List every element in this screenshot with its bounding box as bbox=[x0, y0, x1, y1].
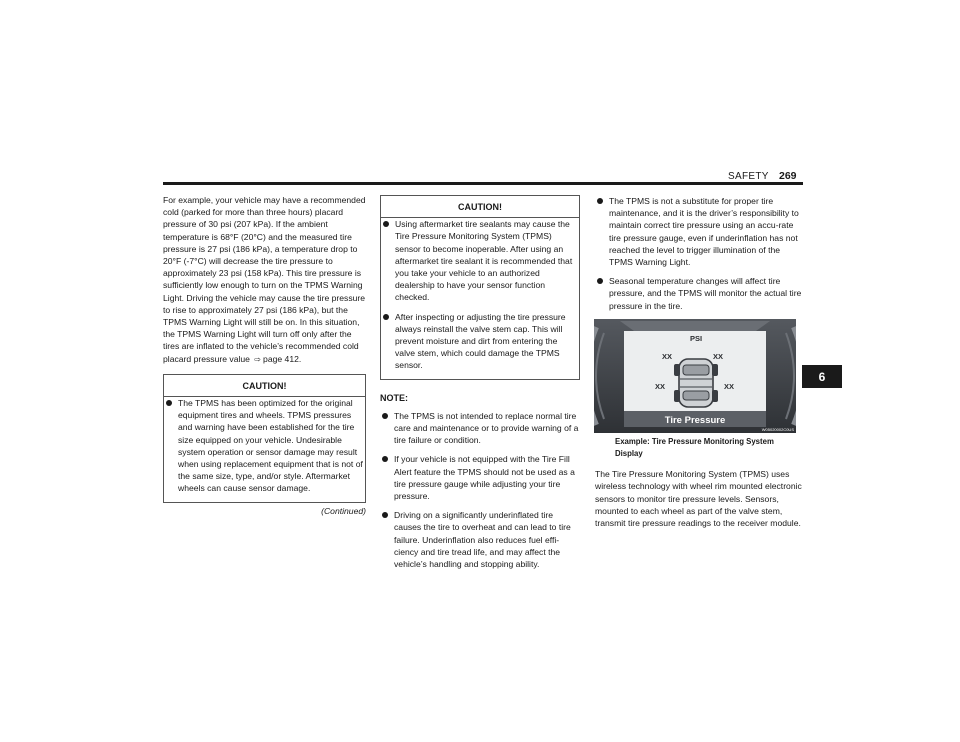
page-reference-arrow-icon: ⇨ bbox=[254, 354, 262, 364]
page-number: 269 bbox=[779, 170, 797, 182]
caution-box bbox=[163, 374, 366, 503]
front-left-value: XX bbox=[661, 351, 673, 361]
note-item: If your vehicle is not equipped with the Tire Fill Alert feature the TPMS should not be used as a tire pressure gauge while adjusting your tire pressure. bbox=[380, 453, 580, 502]
note-item: The TPMS is not intended to replace normal tire care and maintenance or to provide warning of a tire failure or condition. bbox=[380, 410, 580, 447]
tire-pressure-label: Tire Pressure bbox=[664, 414, 726, 426]
front-right-value: XX bbox=[712, 351, 724, 361]
caution-item: The TPMS has been optimized for the original equipment tires and wheels. TPMS pressures and warning have been established for the tire size equipped on your vehicle. Undesirable system operation or sensor damage may result when using replacement equipment that is not of the same size, type, and/or style. Aftermarket wheels can cause sensor damage. bbox=[164, 397, 365, 495]
bullet-item: The TPMS is not a substitute for proper tire maintenance, and it is the driver’s responsibility to maintain correct tire pressure using an accu-rate tire pressure gauge, even if underinflation has not reached the level to trigger illumination of the TPMS Warning Light. bbox=[595, 195, 803, 268]
column-2 bbox=[380, 195, 580, 577]
tpms-display-figure bbox=[594, 319, 796, 433]
figure-code: W05020002C0US bbox=[761, 426, 794, 432]
body-paragraph: The Tire Pressure Monitoring System (TPMS) uses wireless technology with wheel rim mounted electronic sensors to monitor tire pressure levels. Sensors, mounted to each wheel as part of the valve stem, transmit tire pressure readings to the receiver module. bbox=[595, 469, 802, 529]
column-3 bbox=[595, 195, 803, 537]
caution-box bbox=[380, 195, 580, 380]
note-item: Driving on a significantly underinflated tire causes the tire to overheat and can lead to tire failure. Underinflation also reduces fuel effi-ciency and tire tread life, and may affect the vehicle’s handling and stopping ability. bbox=[380, 509, 580, 570]
note-title: NOTE: bbox=[380, 392, 408, 403]
caution-list bbox=[164, 397, 365, 495]
figure-caption: Example: Tire Pressure Monitoring System Display bbox=[615, 436, 774, 459]
unit-label: PSI bbox=[689, 333, 703, 343]
header-rule bbox=[163, 182, 803, 185]
chapter-tab: 6 bbox=[802, 365, 842, 388]
body-paragraph: For example, your vehicle may have a recommended cold (parked for more than three hours) placard pressure of 30 psi (207 kPa). If the ambient temperature is 68°F (20°C) and the measured tire pressure is 27 psi (186 kPa), a temperature drop to 20°F (-7°C) will decrease the tire pressure to approximately 23 psi (158 kPa). This tire pressure is sufficiently low enough to turn on the TPMS Warning Light. Driving the vehicle may cause the tire pressure to rise to approximately 27 psi (186 kPa), but the TPMS Warning Light will still be on. In this situation, the TPMS Warning Light will turn off only after the tires are inflated to the vehicle’s recommended cold placard pressure value ⇨ page 412. bbox=[163, 195, 366, 364]
caution-item: After inspecting or adjusting the tire pressure always reinstall the valve stem cap. This will prevent moisture and dirt from entering the valve stem, which could damage the TPMS sensor. bbox=[381, 311, 579, 372]
bullet-list bbox=[595, 195, 803, 312]
continued-label: (Continued) bbox=[321, 505, 366, 516]
column-1 bbox=[163, 194, 366, 517]
caution-title: CAUTION! bbox=[381, 196, 579, 218]
vehicle-top-view-icon bbox=[674, 359, 718, 407]
running-header-section: SAFETY bbox=[728, 171, 769, 182]
tpms-display-illustration bbox=[594, 319, 796, 433]
rear-right-value: XX bbox=[723, 381, 735, 391]
page-reference-link[interactable]: page 412. bbox=[263, 353, 302, 364]
bullet-item: Seasonal temperature changes will affect tire pressure, and the TPMS will monitor the actual tire pressure in the tire. bbox=[595, 275, 803, 312]
rear-left-value: XX bbox=[654, 381, 666, 391]
note-list bbox=[380, 410, 580, 570]
caution-title: CAUTION! bbox=[164, 375, 365, 397]
caution-list bbox=[381, 218, 579, 371]
caution-item: Using aftermarket tire sealants may cause the Tire Pressure Monitoring System (TPMS) sensor to become inoperable. After using an aftermarket tire sealant it is recommended that you take your vehicle to an authorized dealership to have your sensor function checked. bbox=[381, 218, 579, 303]
